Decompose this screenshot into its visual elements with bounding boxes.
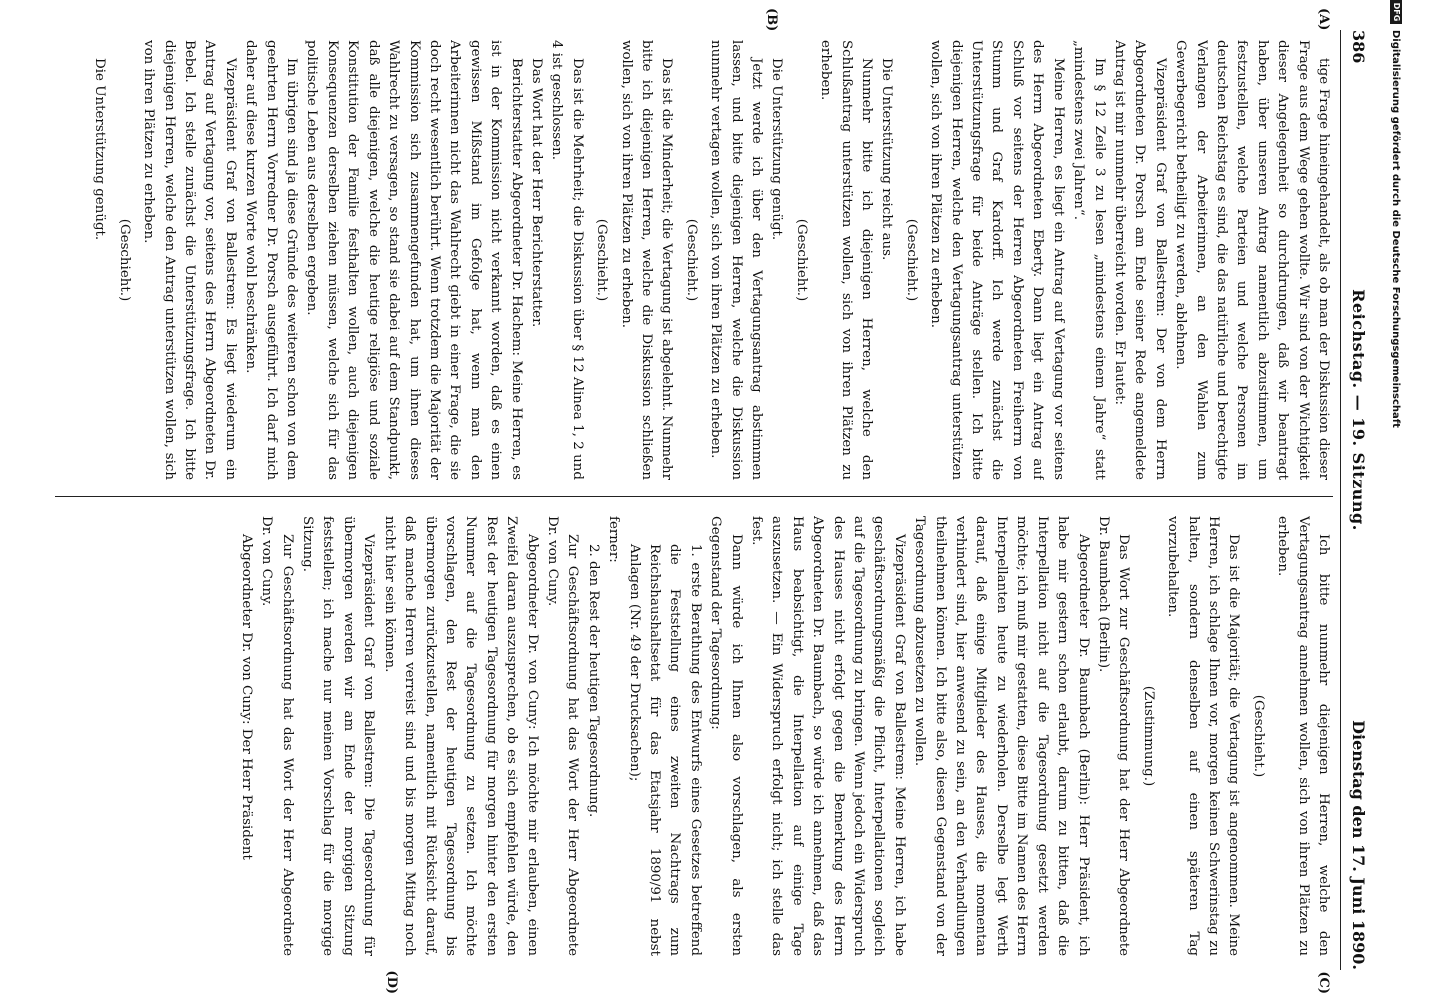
margin-letter-d: (D) (384, 970, 399, 994)
paragraph: Vizepräsident Graf von Ballestrem: Es liegt wiederum ein Antrag auf Vertagung vor, seitens des Herrn Abgeordneten Dr. Bebel. Ich stelle zunächst die Unterstützungsfrage. Ich bitte diejenigen Herren, welche den Antrag unterstützen wollen, sich von ihren Plätzen zu erheben. (141, 40, 238, 480)
paragraph: Die Unterstützung reicht aus. (879, 58, 895, 261)
paragraph: Vizepräsident Graf von Ballestrem: Der von dem Herrn Abgeordneten Dr. Porsch am Ende seiner Rede angemeldete Antrag ist mir nunmehr überreicht worden. Er lautet: (1111, 40, 1168, 480)
paragraph: Das Wort hat der Herr Berichterstatter. (528, 58, 544, 328)
paragraph: Im übrigen sind ja diese Gründe des weiteren schon von dem geehrten Herrn Vorredner Dr. Porsch ausgeführt. Ich darf mich daher auf diese kurzen Worte wohl beschränken. (243, 40, 300, 480)
stage-direction: (Zustimmung.) (1140, 685, 1156, 787)
paragraph: Dann würde ich Ihnen also vorschlagen, als ersten Gegenstand der Tagesordnung: (708, 516, 744, 956)
margin-letter-c: (C) (1316, 971, 1331, 994)
paragraph: Zur Geschäftsordnung hat das Wort der Herr Abgeordnete Dr. von Cuny. (259, 516, 295, 956)
scanned-page (39, 0, 1379, 1000)
paragraph: Nunmehr bitte ich diejenigen Herren, welche den Schlußantrag unterstützen wollen, sich von ihren Plätzen zu erheben. (818, 40, 875, 480)
stage-direction: (Geschieht.) (683, 218, 699, 302)
paragraph: tige Frage hineingehandelt, als ob man der Diskussion dieser Frage aus dem Wege gehen wollte. Wir sind von der Wichtigkeit dieser Angelegenheit so durchdrungen, daß wir beantragt haben, über unseren Antrag namentlich abzustimmen, um festzustellen, welche Parteien und welche Personen im deutschen Reichstag es sind, die das natürliche und berechtigte Verlangen der Arbeiterinnen, an den Wahlen zum Gewerbegericht betheiligt zu werden, ablehnen. (1173, 40, 1331, 480)
footer-text: Digitalisierung gefördert durch die Deutsche Forschungsgemeinschaft (1390, 30, 1402, 428)
paragraph: Abgeordneter Dr. Baumbach (Berlin): Herr Präsident, ich habe mir gestern schon erlaubt, darum zu bitten, daß die Interpellation nicht auf die Tagesordnung gesetzt werden möchte; ich muß mir gestatten, diese Bitte im Namen des Herrn Interpellanten heute zu wiederholen. Derselbe legt Werth darauf, daß einige Mitglieder des Hauses, die momentan verhindert sind, hier anwesend zu sein, an den Verhandlungen theilnehmen können. Ich bitte also, diesen Gegenstand von der Tagesordnung abzusetzen zu wollen. (912, 516, 1091, 956)
header-rule (1340, 30, 1341, 970)
paragraph: Vizepräsident Graf von Ballestrem: Die Tagesordnung für übermorgen werden wir am Ende der morgigen Sitzung feststellen; ich mache nur meinen Vorschlag für die morgige Sitzung. (300, 516, 377, 956)
stage-direction: (Geschieht.) (594, 218, 610, 302)
paragraph: Die Unterstützung genügt. (769, 58, 785, 241)
left-column (55, 40, 1333, 480)
paragraph: Zur Geschäftsordnung hat das Wort der Herr Abgeordnete Dr. von Cuny. (544, 516, 581, 956)
running-title: Reichstag. — 19. Sitzung. (1349, 289, 1369, 531)
paragraph: Das ist die Majorität; die Vertagung ist angenommen. Meine Herren, ich schlage Ihnen vor, morgen keinen Schwerinstag zu halten, sondern denselben auf einen späteren Tag vorzubehalten. (1165, 516, 1242, 956)
agenda-item: 2. den Rest der heutigen Tagesordnung. (585, 544, 601, 818)
paragraph: Abgeordneter Dr. von Cuny: Der Herr Präsident (238, 534, 254, 860)
paragraph: Im § 12 Zeile 3 zu lesen „mindestens einem Jahre“ statt „mindestens zwei Jahren“. (1071, 40, 1107, 480)
paragraph: Das ist die Minderheit; die Vertagung ist abgelehnt. Nunmehr bitte ich diejenigen Herren, welche die Diskussion schließen wollen, sich von ihren Plätzen zu erheben. (618, 40, 675, 480)
running-head (1345, 30, 1373, 970)
stage-direction: (Geschieht.) (1250, 694, 1266, 778)
dfg-logo: DFG (1390, 0, 1402, 24)
agenda-item: 1. erste Berathung des Entwurfs eines Gesetzes betreffend die Feststellung eines zweiten Nachtrags zum Reichshaushaltsetat für das Etatsjahr 1890/91 nebst Anlagen (Nr. 49 der Drucksachen); (626, 544, 703, 956)
paragraph: Meine Herren, es liegt ein Antrag auf Vertagung vor seitens des Herrn Abgeordneten Eberty. Dann liegt ein Antrag auf Schluß vor seitens der Herren Abgeordneten Freiherrn von Stumm und Graf Kardorff. Ich werde zunächst die Unterstützungsfrage für beide Anträge stellen. Ich bitte diejenigen Herren, welche den Vertagungsantrag unterstützen wollen, sich von ihren Plätzen zu erheben. (928, 40, 1066, 480)
paragraph: Die Unterstützung genügt. (92, 58, 108, 241)
paragraph: Das ist die Mehrheit; die Diskussion über § 12 Alinea 1, 2 und 4 ist geschlossen. (549, 40, 585, 480)
column-rule (55, 496, 1333, 497)
margin-letter-a: (A) (1316, 8, 1331, 31)
paragraph: Vizepräsident Graf von Ballestrem: Meine Herren, ich habe geschäftsordnungsmäßig die Pflicht, Interpellationen sogleich auf die Tagesordnung zu bringen. Wenn jedoch ein Widerspruch des Hauses nicht erfolgt gegen die Bemerkung des Herrn Abgeordneten Dr. Baumbach, so würde ich annehmen, daß das Haus beabsichtigt, die Interpellation auf einige Tage auszusetzen. — Ein Widerspruch erfolgt nicht; ich stelle das fest. (749, 516, 907, 956)
right-column (55, 516, 1333, 956)
stage-direction: (Geschieht.) (793, 218, 809, 302)
paragraph: Berichterstatter Abgeordneter Dr. Hachem: Meine Herren, es ist in der Kommission nicht verkannt worden, daß es einen gewissen Mißstand im Gefolge hat, wenn man den Arbeiterinnen nicht das Wahlrecht giebt in einer Frage, die sie doch recht wesentlich berührt. Wenn trotzdem die Majorität der Kommission sich zusammengefunden hat, um ihnen dieses Wahlrecht zu versagen, so stand sie dabei auf dem Standpunkt, daß alle diejenigen, welche die heutige religiöse und soziale Konstitution der Familie festhalten wollen, auch diejenigen Konsequenzen derselben ziehen müssen, welche sich für das politische Leben aus derselben ergeben. (304, 40, 524, 480)
paragraph: Jetzt werde ich über den Vertagungsantrag abstimmen lassen, und bitte diejenigen Herren, welche die Diskussion nunmehr vertagen wollen, sich von ihren Plätzen zu erheben. (708, 40, 765, 480)
margin-letter-b: (B) (764, 8, 779, 32)
paragraph: Ich bitte nunmehr diejenigen Herren, welche den Vertagungsantrag annehmen wollen, sich von ihren Plätzen zu erheben. (1275, 516, 1331, 956)
stage-direction: (Geschieht.) (903, 218, 919, 302)
paragraph: Abgeordneter Dr. von Cuny: Ich möchte mir erlauben, einen Zweifel daran auszusprechen, ob es sich empfehlen würde, den Rest der heutigen Tagesordnung für morgen hinter den ersten Nummer auf die Tagesordnung zu setzen. Ich möchte vorschlagen, den Rest der heutigen Tagesordnung bis übermorgen zurückzustellen, namentlich mit Rücksicht darauf, daß manche Herren verreist sind und bis morgen Mittag noch nicht hier sein können. (381, 516, 540, 956)
page-number: 386 (1349, 30, 1369, 64)
paragraph: ferner: (606, 516, 622, 563)
session-date: Dienstag den 17. Juni 1890. (1349, 720, 1369, 970)
paragraph: Das Wort zur Geschäftsordnung hat der Herr Abgeordnete Dr. Baumbach (Berlin). (1095, 516, 1132, 956)
stage-direction: (Geschieht.) (116, 218, 132, 302)
